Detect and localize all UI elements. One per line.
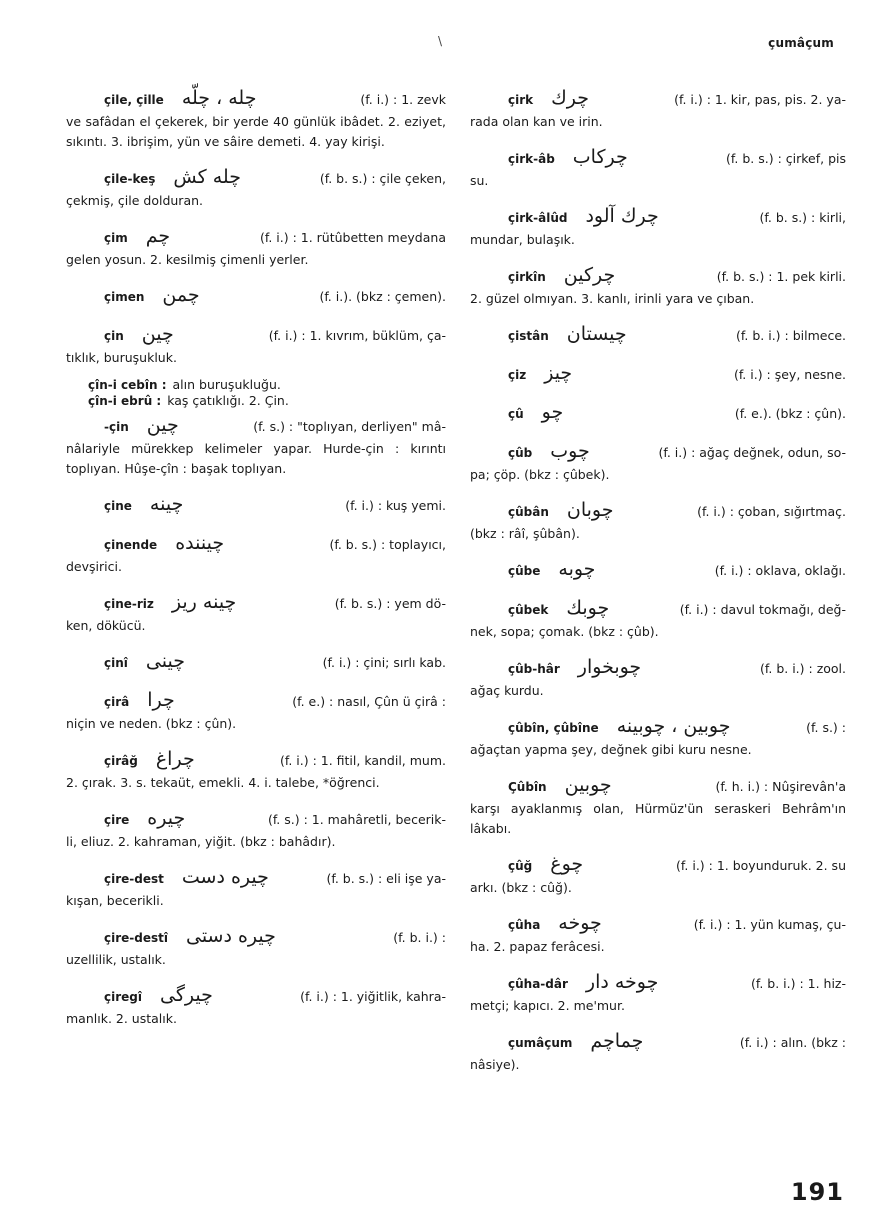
arabic-script: چوبخوار (577, 656, 642, 678)
arabic-script: چيز (544, 362, 573, 384)
arabic-script: چوخه (558, 912, 602, 934)
definition-continued: metçi; kapıcı. 2. me'mur. (470, 998, 625, 1013)
running-head: çumâçum (768, 36, 834, 50)
definition-start: (f. i.) : 1. kir, pas, pis. 2. ya- (674, 92, 846, 107)
dictionary-entry (66, 226, 446, 270)
definition-continued: mundar, bulaşık. (470, 232, 575, 247)
definition-start: (f. i.) : çoban, sığırtmaç. (697, 504, 846, 519)
headword: çile-keş (104, 172, 156, 186)
arabic-script: چوبين (564, 774, 612, 796)
dictionary-entry (470, 972, 846, 1016)
definition-continued: karşı ayaklanmış olan, Hürmüz'ün seraskeri Behrâm'ın lâkabı. (470, 801, 846, 836)
definition-start: (f. i.) : 1. fitil, kandil, mum. (279, 753, 446, 768)
dictionary-entry (470, 657, 846, 701)
definition-start: (f. i.) : 1. yün kumaş, çu- (693, 917, 846, 932)
dictionary-entry (66, 690, 446, 734)
dictionary-entry (66, 88, 446, 152)
arabic-script: چيره دست (181, 866, 269, 888)
entry-first-line (66, 494, 446, 518)
definition-continued: ağaç kurdu. (470, 683, 544, 698)
entry-first-line (470, 716, 846, 740)
entry-first-line (470, 657, 846, 681)
definition-continued: kışan, becerikli. (66, 893, 164, 908)
definition-start: (f. h. i.) : Nûşirevân'a (715, 779, 846, 794)
definition-continued: nâsiye). (470, 1057, 520, 1072)
headword: çûbîn, çûbîne (508, 721, 599, 735)
definition-continued: çekmiş, çile dolduran. (66, 193, 203, 208)
arabic-script: چينه ريز (171, 591, 237, 613)
entry-first-line (66, 690, 446, 714)
entry-first-line (470, 88, 846, 112)
headword: çirâ (104, 695, 130, 709)
entry-first-line (66, 808, 446, 832)
arabic-script: چيننده (175, 532, 225, 554)
entry-first-line (66, 592, 446, 616)
headword: çirk (508, 93, 534, 107)
sub-entry (88, 391, 446, 411)
definition-start: (f. i.) : davul tokmağı, değ- (679, 602, 846, 617)
definition-start: (f. i.) : 1. boyunduruk. 2. su (676, 858, 846, 873)
arabic-script: چركين (563, 264, 616, 286)
dictionary-entry (66, 533, 446, 577)
headword: çûha (508, 918, 541, 932)
definition-start: (f. i.) : kuş yemi. (345, 498, 446, 513)
definition-start: (f. b. s.) : çirkef, pis (726, 151, 846, 166)
dictionary-entry (470, 206, 846, 250)
dictionary-entry (66, 167, 446, 211)
definition-start: (f. b. s.) : eli işe ya- (326, 871, 446, 886)
sub-definition: kaş çatıklığı. 2. Çin. (167, 393, 289, 408)
entry-first-line (470, 1031, 846, 1055)
definition-start: (f. b. s.) : kirli, (759, 210, 846, 225)
left-column (66, 88, 446, 1044)
headword: -çin (104, 420, 129, 434)
arabic-script: چرك (551, 87, 590, 109)
definition-start: (f. i.) : oklava, oklağı. (714, 563, 846, 578)
entry-first-line (470, 363, 846, 387)
headword: çû (508, 407, 524, 421)
dictionary-entry (470, 324, 846, 348)
dictionary-entry (470, 88, 846, 132)
definition-start: (f. i.) : 1. zevk (360, 92, 446, 107)
dictionary-entry (470, 1031, 846, 1075)
dictionary-entry (66, 592, 446, 636)
dictionary-entry (470, 775, 846, 839)
headword: çistân (508, 329, 549, 343)
arabic-script: چيستان (566, 323, 627, 345)
definition-continued: ha. 2. papaz ferâcesi. (470, 939, 605, 954)
entry-first-line (470, 775, 846, 799)
definition-continued: manlık. 2. ustalık. (66, 1011, 177, 1026)
headword: çûbe (508, 564, 541, 578)
headword: çiz (508, 368, 527, 382)
definition-continued: li, eliuz. 2. kahraman, yiğit. (bkz : bahâdır). (66, 834, 336, 849)
definition-continued: niçin ve neden. (bkz : çûn). (66, 716, 237, 731)
dictionary-entry (470, 147, 846, 191)
arabic-script: چين (146, 414, 179, 436)
dictionary-entry (470, 559, 846, 583)
headword: çire-dest (104, 872, 164, 886)
definition-continued: pa; çöp. (bkz : çûbek). (470, 467, 610, 482)
dictionary-entry (66, 749, 446, 793)
arabic-script: چوب (550, 440, 590, 462)
definition-start: (f. i.) : alın. (bkz : (739, 1035, 846, 1050)
entry-first-line (470, 913, 846, 937)
dictionary-entry (66, 926, 446, 970)
entry-first-line (66, 324, 446, 348)
definition-continued: su. (470, 173, 489, 188)
definition-start: (f. e.). (bkz : çûn). (734, 406, 846, 421)
headword: çûb-hâr (508, 662, 560, 676)
headword: çûha-dâr (508, 977, 568, 991)
definition-start: (f. b. i.) : zool. (760, 661, 846, 676)
arabic-script: چرك آلود (585, 205, 659, 227)
arabic-script: چله كش (173, 166, 241, 188)
definition-continued: 2. çırak. 3. s. tekaüt, emekli. 4. i. talebe, *öğrenci. (66, 775, 380, 790)
dictionary-entry (470, 265, 846, 309)
definition-start: (f. e.) : nasıl, Çûn ü çirâ : (292, 694, 446, 709)
headword: çûbek (508, 603, 549, 617)
arabic-script: چيرگى (160, 984, 213, 1006)
definition-start: (f. b. s.) : toplayıcı, (329, 537, 446, 552)
entry-first-line (66, 533, 446, 557)
definition-start: (f. b. s.) : yem dö- (334, 596, 446, 611)
page-mark: \ (438, 34, 443, 48)
dictionary-entry (66, 494, 446, 518)
arabic-script: چيره (147, 807, 186, 829)
right-column (470, 88, 846, 1090)
entry-first-line (470, 441, 846, 465)
entry-first-line (66, 749, 446, 773)
headword: çire (104, 813, 130, 827)
dictionary-entry (66, 651, 446, 675)
page-number: 191 (790, 1178, 844, 1206)
entry-first-line (470, 598, 846, 622)
definition-continued: ken, dökücü. (66, 618, 146, 633)
definition-start: (f. s.) : (806, 720, 846, 735)
definition-start: (f. i.) : şey, nesne. (733, 367, 846, 382)
entry-first-line (66, 88, 446, 112)
definition-continued: tıklık, buruşukluk. (66, 350, 177, 365)
definition-continued: nek, sopa; çomak. (bkz : çûb). (470, 624, 659, 639)
definition-continued: ağaçtan yapma şey, değnek gibi kuru nesne. (470, 742, 752, 757)
arabic-script: چينى (145, 650, 185, 672)
entry-first-line (470, 324, 846, 348)
headword: çinende (104, 538, 158, 552)
definition-continued: gelen yosun. 2. kesilmiş çimenli yerler. (66, 252, 309, 267)
definition-start: (f. i.) : 1. kıvrım, büklüm, ça- (268, 328, 446, 343)
sub-headword: çîn-i ebrû : (88, 394, 162, 408)
arabic-script: چرا (147, 689, 175, 711)
definition-start: (f. b. s.) : çile çeken, (319, 171, 446, 186)
arabic-script: چينه (149, 493, 184, 515)
entry-first-line (66, 285, 446, 309)
entry-first-line (470, 854, 846, 878)
headword: çile, çille (104, 93, 164, 107)
entry-first-line (66, 226, 446, 250)
arabic-script: چو (541, 401, 564, 423)
definition-start: (f. s.) : "toplıyan, derliyen" mâ- (253, 419, 446, 434)
dictionary-entry (470, 716, 846, 760)
definition-start: (f. s.) : 1. mahâretli, becerik- (267, 812, 446, 827)
headword: çirâğ (104, 754, 138, 768)
definition-continued: arkı. (bkz : cûğ). (470, 880, 572, 895)
arabic-script: چوغ (550, 853, 584, 875)
definition-continued: devşirici. (66, 559, 122, 574)
sub-headword: çîn-i cebîn : (88, 378, 167, 392)
definition-start: (f. i.). (bkz : çemen). (319, 289, 446, 304)
headword: çumâçum (508, 1036, 573, 1050)
headword: çiregî (104, 990, 142, 1004)
arabic-script: چوبه (558, 558, 596, 580)
dictionary-entry (470, 598, 846, 642)
definition-continued: (bkz : râî, şûbân). (470, 526, 580, 541)
entry-first-line (470, 972, 846, 996)
dictionary-entry (66, 324, 446, 368)
dictionary-entry (66, 808, 446, 852)
definition-continued: ve safâdan el çekerek, bir yerde 40 günlük ibâdet. 2. eziyet, sıkıntı. 3. ibrişim, yün ve sâire demeti. 4. yay kirişi. (66, 114, 446, 149)
arabic-script: چيره دستى (185, 925, 276, 947)
dictionary-entry (66, 285, 446, 309)
dictionary-entry (470, 402, 846, 426)
entry-first-line (470, 147, 846, 171)
entry-first-line (470, 206, 846, 230)
arabic-script: چوخه دار (585, 971, 659, 993)
dictionary-entry (66, 415, 446, 479)
arabic-script: چماچم (590, 1030, 644, 1052)
headword: çûğ (508, 859, 533, 873)
headword: çim (104, 231, 128, 245)
entry-first-line (66, 651, 446, 675)
entry-first-line (66, 415, 446, 439)
entry-first-line (66, 985, 446, 1009)
entry-first-line (470, 500, 846, 524)
arabic-script: چم (145, 225, 171, 247)
sub-definition: alın buruşukluğu. (172, 377, 281, 392)
entry-first-line (470, 402, 846, 426)
arabic-script: چمن (162, 284, 200, 306)
entry-first-line (66, 926, 446, 950)
definition-start: (f. i.) : ağaç değnek, odun, so- (658, 445, 846, 460)
arabic-script: چركاب (572, 146, 628, 168)
entry-first-line (66, 167, 446, 191)
dictionary-entry (66, 867, 446, 911)
dictionary-entry (470, 363, 846, 387)
dictionary-entry (470, 441, 846, 485)
dictionary-entry (470, 913, 846, 957)
definition-start: (f. b. i.) : (393, 930, 446, 945)
definition-continued: uzellilik, ustalık. (66, 952, 166, 967)
arabic-script: چوبين ، چوبينه (616, 715, 731, 737)
arabic-script: چين (141, 323, 174, 345)
definition-continued: rada olan kan ve irin. (470, 114, 603, 129)
headword: çinî (104, 656, 128, 670)
headword: çirk-âlûd (508, 211, 568, 225)
entry-first-line (470, 265, 846, 289)
headword: çûb (508, 446, 533, 460)
definition-start: (f. i.) : çini; sırlı kab. (322, 655, 446, 670)
headword: Çûbîn (508, 780, 547, 794)
dictionary-entry (66, 985, 446, 1029)
headword: çine-riz (104, 597, 154, 611)
headword: çirkîn (508, 270, 546, 284)
definition-start: (f. i.) : 1. rütûbetten meydana (259, 230, 446, 245)
arabic-script: چوبك (566, 597, 610, 619)
headword: çire-destî (104, 931, 168, 945)
dictionary-entry (470, 854, 846, 898)
headword: çin (104, 329, 124, 343)
arabic-script: چراغ (155, 748, 195, 770)
definition-start: (f. i.) : 1. yiğitlik, kahra- (300, 989, 446, 1004)
arabic-script: چله ، چلّه (181, 87, 257, 109)
dictionary-entry (470, 500, 846, 544)
headword: çûbân (508, 505, 549, 519)
headword: çirk-âb (508, 152, 555, 166)
definition-start: (f. b. i.) : bilmece. (736, 328, 846, 343)
entry-first-line (470, 559, 846, 583)
definition-start: (f. b. i.) : 1. hiz- (750, 976, 846, 991)
headword: çine (104, 499, 132, 513)
definition-continued: nâlariyle mürekkep kelimeler yapar. Hurde-çin : kırıntı toplıyan. Hûşe-çîn : başak toplıyan. (66, 441, 446, 476)
headword: çimen (104, 290, 145, 304)
definition-continued: 2. güzel olmıyan. 3. kanlı, irinli yara ve çıban. (470, 291, 755, 306)
entry-first-line (66, 867, 446, 891)
arabic-script: چوبان (566, 499, 614, 521)
definition-start: (f. b. s.) : 1. pek kirli. (716, 269, 846, 284)
